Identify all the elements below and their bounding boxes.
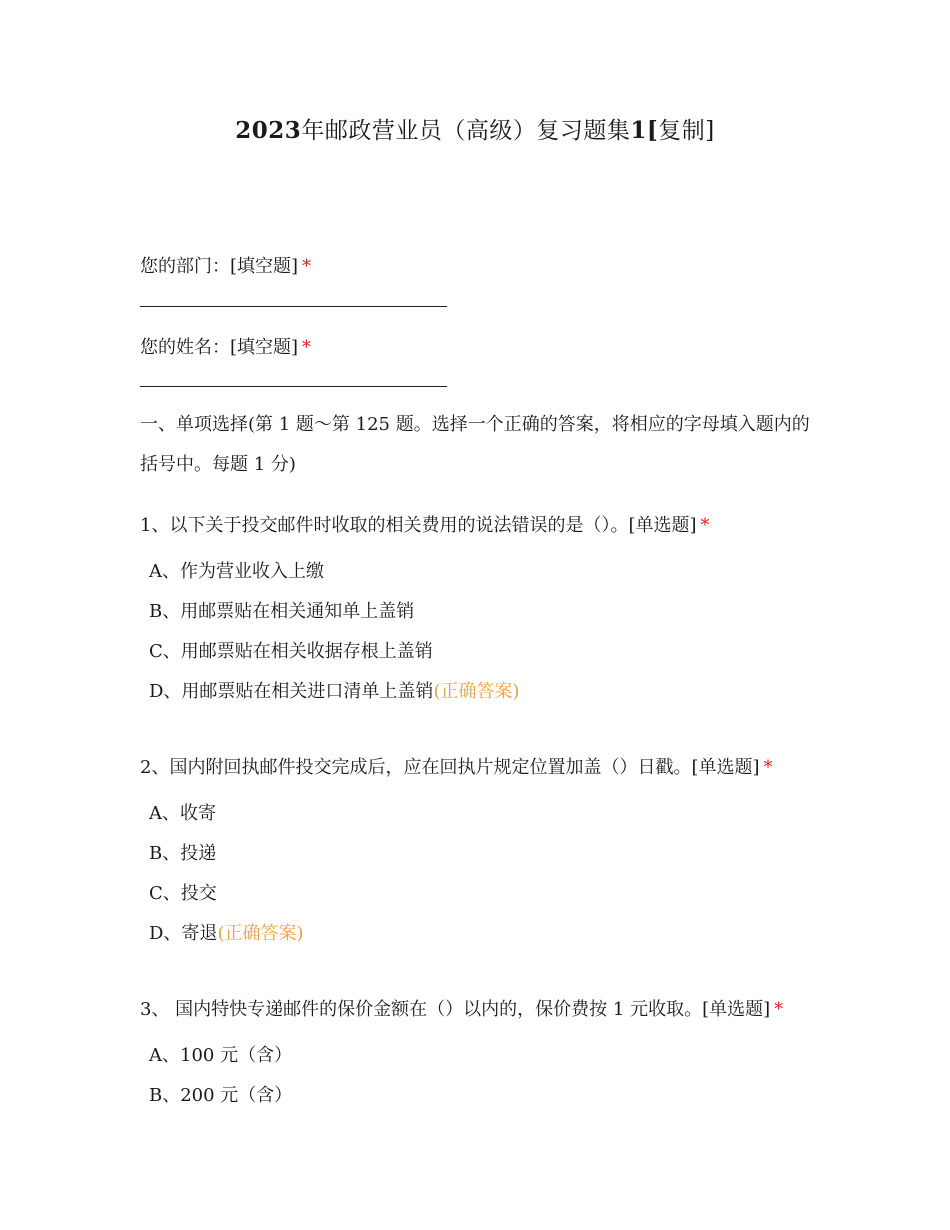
q1-option-b[interactable]: B、用邮票贴在相关通知单上盖销 — [149, 601, 415, 622]
question-text: 2、国内附回执邮件投交完成后，应在回执片规定位置加盖（）日戳。 — [140, 757, 692, 778]
q2-option-a[interactable]: A、收寄 — [149, 803, 216, 824]
question-type: [单选题] — [691, 757, 760, 778]
question-type: [单选题] — [628, 515, 697, 536]
question-text: 3、 国内特快专递邮件的保价金额在（）以内的，保价费按 1 元收取。 — [140, 999, 703, 1020]
q3-option-b[interactable]: B、200 元（含） — [149, 1085, 293, 1106]
title-number: 1[ — [630, 117, 659, 144]
option-text: D、用邮票贴在相关进口清单上盖销 — [149, 681, 434, 702]
field-label: 您的部门： — [140, 256, 230, 277]
title-suffix: 复制] — [658, 118, 715, 144]
section-heading: 一、单项选择(第 1 题～第 125 题。选择一个正确的答案，将相应的字母填入题内的括号中。每题 1 分) — [140, 414, 810, 475]
page-title — [0, 112, 950, 145]
q2-option-b[interactable]: B、投递 — [149, 843, 217, 864]
q1-option-d[interactable] — [149, 677, 519, 703]
required-mark: * — [763, 757, 773, 778]
correct-answer-tag: (正确答案) — [433, 681, 520, 702]
department-input-line[interactable] — [140, 306, 447, 307]
field-type: [填空题] — [230, 337, 299, 358]
q1-option-a[interactable]: A、作为营业收入上缴 — [149, 561, 324, 582]
correct-answer-tag: (正确答案) — [217, 923, 304, 944]
field-department — [140, 252, 311, 278]
option-text: D、寄退 — [149, 923, 218, 944]
name-input-line[interactable] — [140, 386, 447, 387]
field-label: 您的姓名： — [140, 337, 230, 358]
field-name — [140, 333, 311, 359]
question-type: [单选题] — [702, 999, 771, 1020]
question-2-stem — [140, 753, 773, 779]
required-mark: * — [774, 999, 784, 1020]
q1-option-c[interactable]: C、用邮票贴在相关收据存根上盖销 — [149, 641, 433, 662]
required-mark: * — [700, 515, 710, 536]
required-mark: * — [302, 256, 312, 277]
question-1-stem — [140, 511, 710, 537]
q2-option-d[interactable] — [149, 919, 303, 945]
required-mark: * — [302, 337, 312, 358]
title-year: 2023 — [235, 117, 302, 144]
question-3-stem — [140, 995, 783, 1021]
question-text: 1、以下关于投交邮件时收取的相关费用的说法错误的是（）。 — [140, 515, 629, 536]
field-type: [填空题] — [230, 256, 299, 277]
title-text: 年邮政营业员（高级）复习题集 — [301, 118, 631, 144]
q2-option-c[interactable]: C、投交 — [149, 883, 217, 904]
q3-option-a[interactable]: A、100 元（含） — [149, 1045, 293, 1066]
